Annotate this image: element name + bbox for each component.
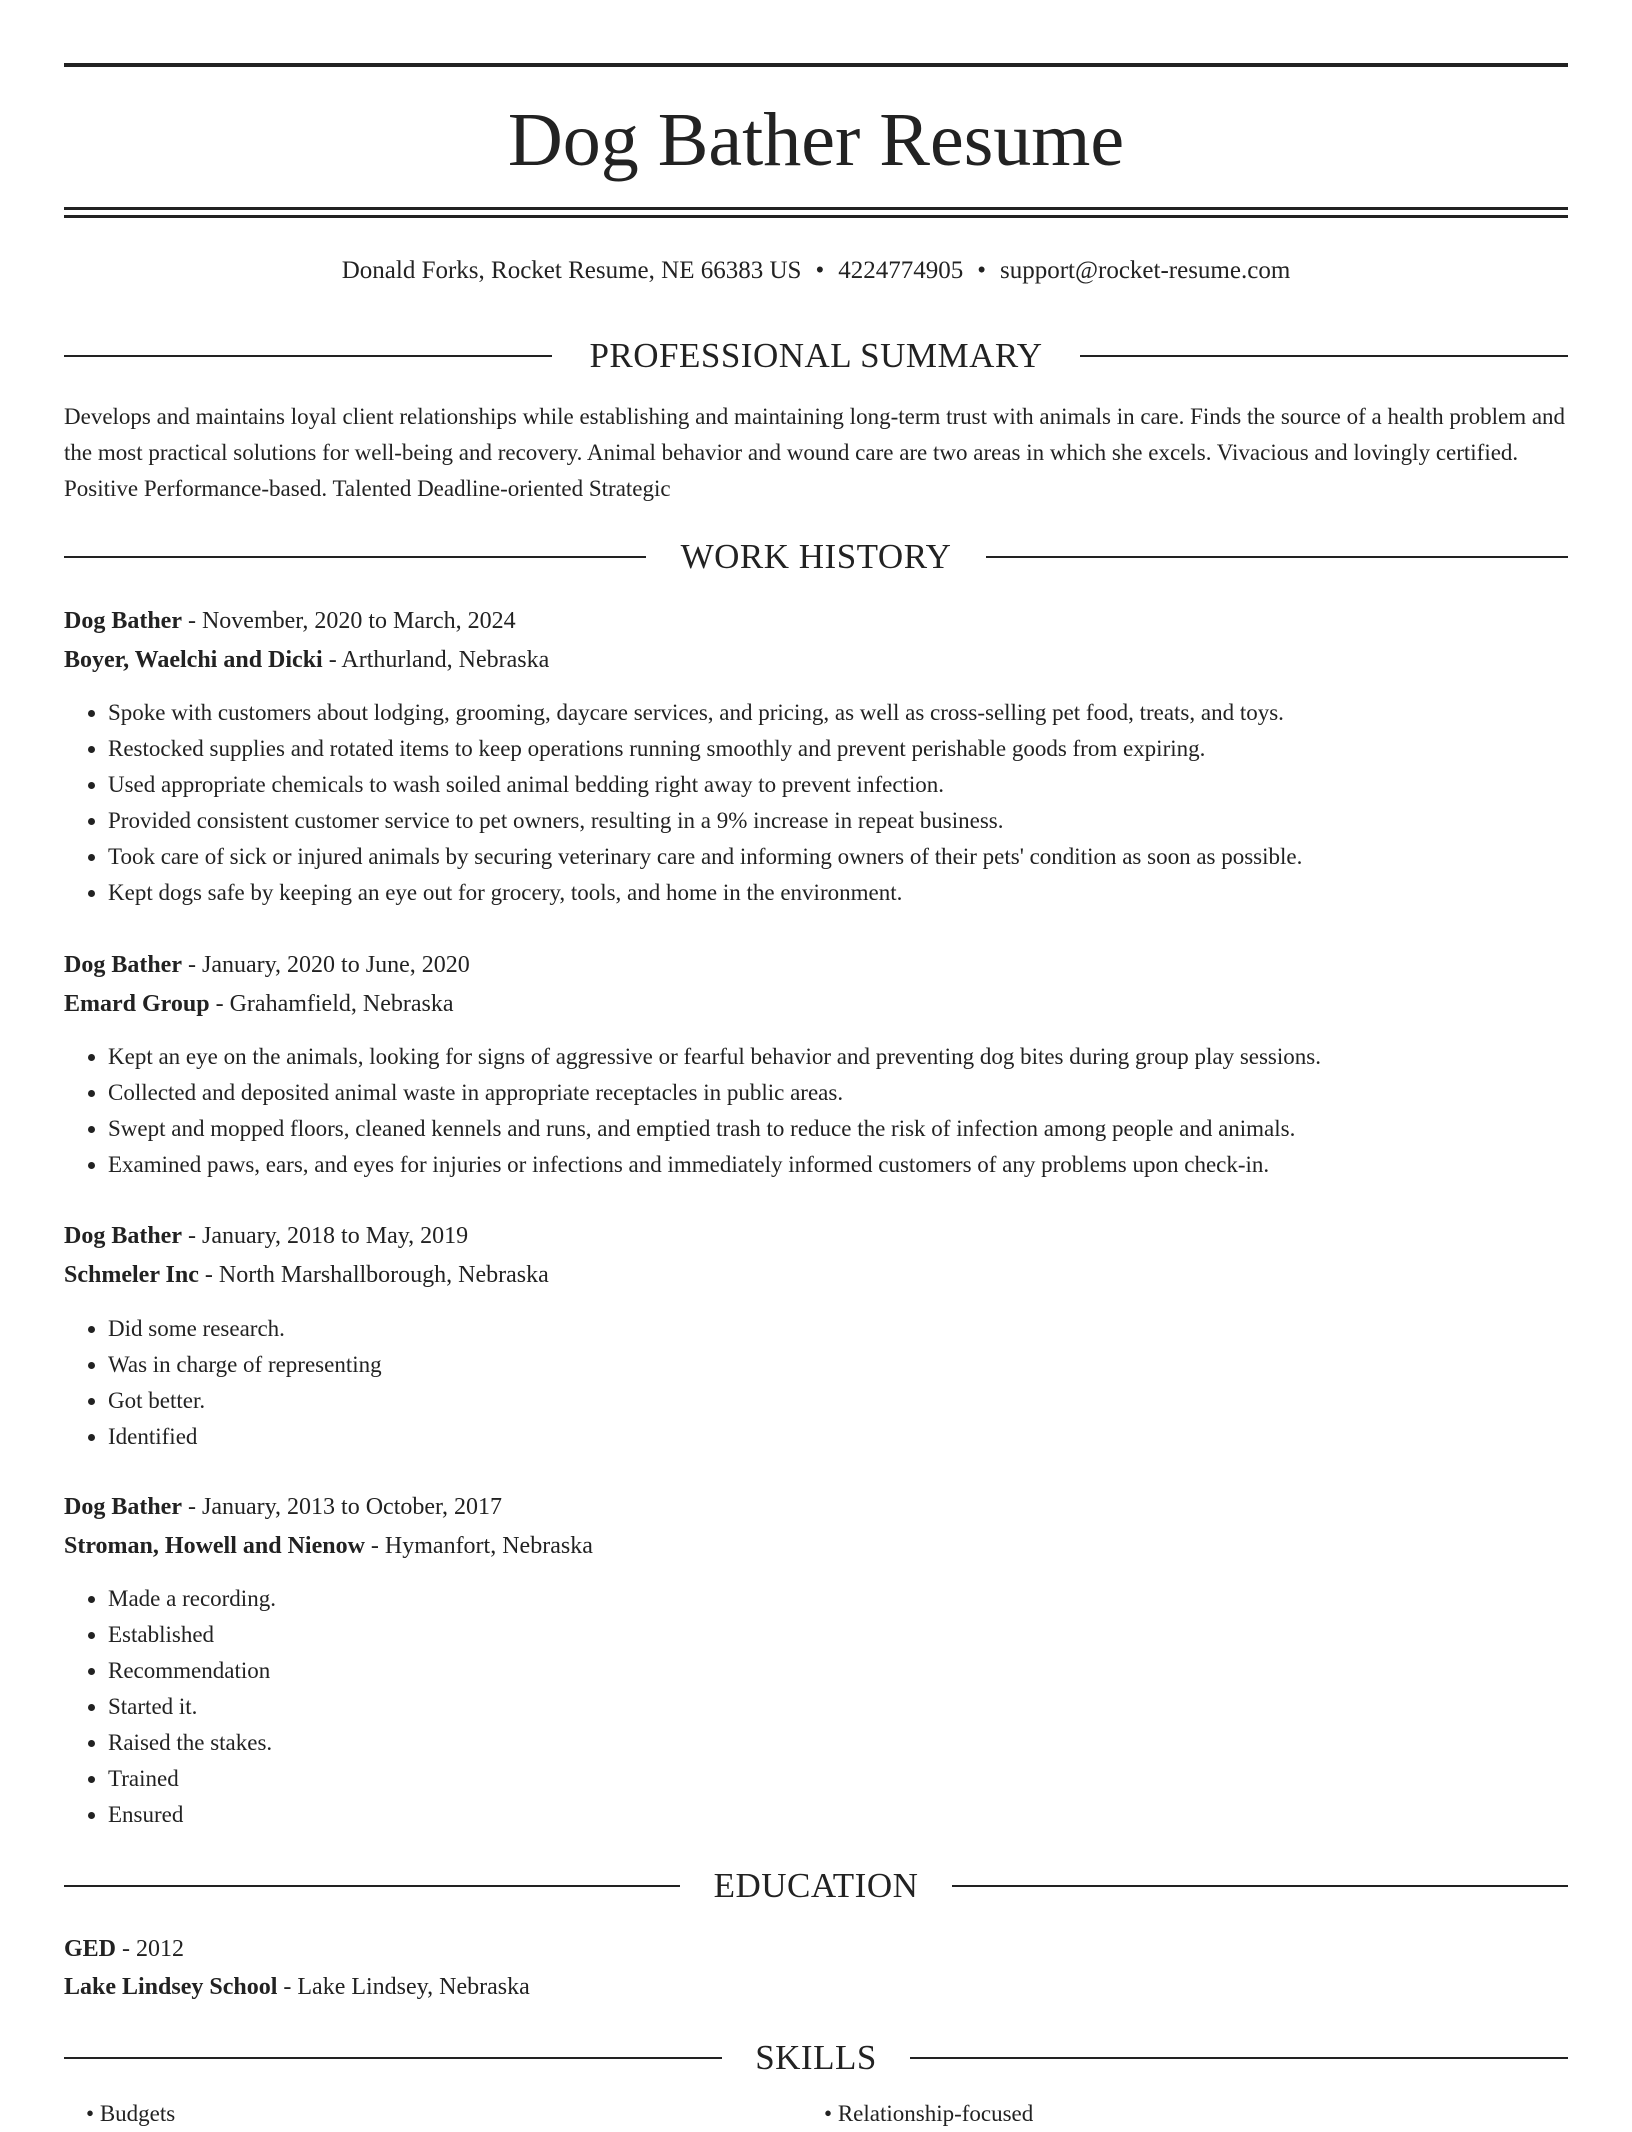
job-bullets xyxy=(64,1039,1568,1183)
contact-address: Donald Forks, Rocket Resume, NE 66383 US xyxy=(341,257,802,284)
list-item: • Recommendation xyxy=(108,1653,1568,1689)
list-item: • Kept an eye on the animals, looking for signs of aggressive or fearful behavior and preventing dog bites during group play sessions. xyxy=(108,1039,1568,1075)
list-item: • Got better. xyxy=(108,1383,1568,1419)
job-company-line xyxy=(64,987,453,1021)
skill-item: • Budgets xyxy=(86,2101,176,2126)
list-item: • Identified xyxy=(108,1419,1568,1455)
section-title: EDUCATION xyxy=(713,1866,919,1905)
heading-rule-right xyxy=(952,1885,1568,1887)
heading-rule-right xyxy=(986,556,1568,558)
section-title: SKILLS xyxy=(755,2038,877,2077)
job-dates: - November, 2020 to March, 2024 xyxy=(187,608,516,634)
summary-text: Develops and maintains loyal client relationships while establishing and maintaining long-term trust with animals in care. Finds the source of a health problem and the most practical solutions for well-being and recovery. Animal behavior and wound care are two areas in which she excels. Vivacious and lovingly certified. Positive Performance-based. Talented Deadline-oriented Strategic xyxy=(64,404,1566,501)
contact-phone: 4224774905 xyxy=(838,257,964,284)
title-bottom-rule-double xyxy=(64,215,1568,218)
job-dates: - January, 2020 to June, 2020 xyxy=(187,952,470,978)
job-title: Dog Bather xyxy=(64,608,182,634)
contact-line xyxy=(64,253,1568,289)
job-location: - North Marshallborough, Nebraska xyxy=(204,1262,549,1288)
education-degree: GED xyxy=(64,1936,117,1962)
list-item: • Restocked supplies and rotated items to keep operations running smoothly and prevent perishable goods from expiring. xyxy=(108,731,1568,767)
list-item: • Raised the stakes. xyxy=(108,1725,1568,1761)
list-item: • Established xyxy=(108,1617,1568,1653)
section-heading-skills xyxy=(64,2038,1568,2078)
section-heading-education xyxy=(64,1866,1568,1906)
job-title-line xyxy=(64,948,470,982)
skill-item: • Relationship-focused xyxy=(824,2101,1034,2126)
list-item: • Kept dogs safe by keeping an eye out for grocery, tools, and home in the environment. xyxy=(108,875,1568,911)
title-bottom-rule xyxy=(64,207,1568,210)
job-dates: - January, 2013 to October, 2017 xyxy=(187,1494,503,1520)
list-item: • Started it. xyxy=(108,1689,1568,1725)
job-bullets xyxy=(64,1581,1568,1833)
list-item: • Swept and mopped floors, cleaned kennels and runs, and emptied trash to reduce the risk of infection among people and animals. xyxy=(108,1111,1568,1147)
job-company: Stroman, Howell and Nienow xyxy=(64,1533,365,1559)
section-title: WORK HISTORY xyxy=(680,537,952,576)
job-title: Dog Bather xyxy=(64,1223,182,1249)
job-title: Dog Bather xyxy=(64,1494,182,1520)
education-location: - Lake Lindsey, Nebraska xyxy=(283,1974,530,2000)
job-location: - Arthurland, Nebraska xyxy=(328,647,550,673)
list-item: • Provided consistent customer service to pet owners, resulting in a 9% increase in repeat business. xyxy=(108,803,1568,839)
job-company: Schmeler Inc xyxy=(64,1262,199,1288)
list-item: • Made a recording. xyxy=(108,1581,1568,1617)
list-item: • Ensured xyxy=(108,1797,1568,1833)
contact-email: support@rocket-resume.com xyxy=(999,257,1291,284)
education-degree-line xyxy=(64,1932,184,1966)
list-item: • Collected and deposited animal waste in appropriate receptacles in public areas. xyxy=(108,1075,1568,1111)
resume-title: Dog Bather Resume xyxy=(507,98,1125,182)
list-item: • Was in charge of representing xyxy=(108,1347,1568,1383)
job-title-line xyxy=(64,604,516,638)
heading-rule-right xyxy=(910,2057,1568,2059)
contact-separator: • xyxy=(977,257,986,284)
list-item: • Examined paws, ears, and eyes for injuries or infections and immediately informed customers of any problems upon check-in. xyxy=(108,1147,1568,1183)
job-location: - Grahamfield, Nebraska xyxy=(215,991,454,1017)
heading-rule-right xyxy=(1080,355,1568,357)
list-item: • Spoke with customers about lodging, grooming, daycare services, and pricing, as well as cross-selling pet food, treats, and toys. xyxy=(108,695,1568,731)
job-company-line xyxy=(64,643,549,677)
job-title: Dog Bather xyxy=(64,952,182,978)
section-title: PROFESSIONAL SUMMARY xyxy=(589,336,1043,375)
education-school-line xyxy=(64,1970,530,2004)
contact-separator: • xyxy=(815,257,825,284)
job-bullets xyxy=(64,1311,1568,1455)
job-dates: - January, 2018 to May, 2019 xyxy=(187,1223,469,1249)
list-item: • Used appropriate chemicals to wash soiled animal bedding right away to prevent infection. xyxy=(108,767,1568,803)
job-company: Emard Group xyxy=(64,991,210,1017)
list-item: • Took care of sick or injured animals by securing veterinary care and informing owners of their pets' condition as soon as possible. xyxy=(108,839,1568,875)
education-year: - 2012 xyxy=(122,1936,185,1962)
section-heading-summary xyxy=(64,336,1568,376)
job-company-line xyxy=(64,1258,549,1292)
list-item: • Trained xyxy=(108,1761,1568,1797)
job-title-line xyxy=(64,1219,468,1253)
section-heading-work xyxy=(64,537,1568,577)
list-item: • Did some research. xyxy=(108,1311,1568,1347)
job-location: - Hymanfort, Nebraska xyxy=(370,1533,593,1559)
education-school: Lake Lindsey School xyxy=(64,1974,278,2000)
job-company-line xyxy=(64,1529,593,1563)
title-top-rule xyxy=(64,63,1568,67)
job-bullets xyxy=(64,695,1568,911)
job-company: Boyer, Waelchi and Dicki xyxy=(64,647,323,673)
job-title-line xyxy=(64,1490,502,1524)
